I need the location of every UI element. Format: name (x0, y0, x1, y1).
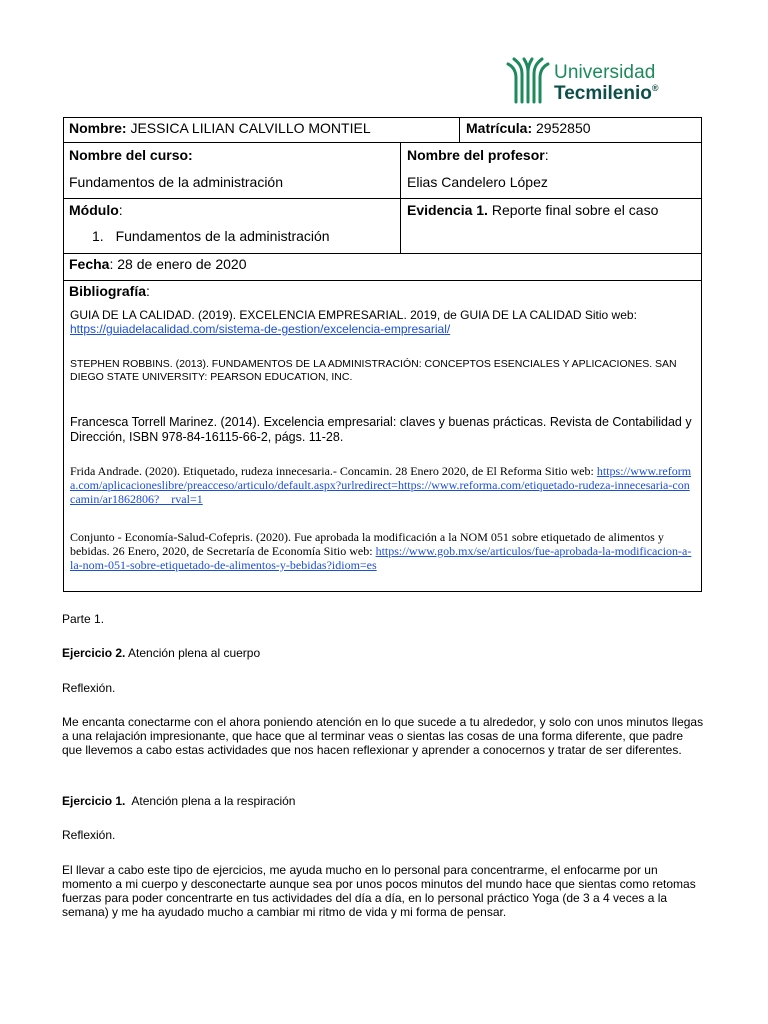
curso-label-cell (69, 147, 193, 163)
curso-label: Nombre del curso: (69, 147, 193, 163)
table-divider (64, 142, 701, 143)
reflexion-label: Reflexión. (62, 828, 116, 842)
ejercicio2-heading (62, 646, 704, 660)
bib-entry-text: STEPHEN ROBBINS. (2013). FUNDAMENTOS DE LA ADMINISTRACIÓN: CONCEPTOS ESENCIALES Y APLICACIONES. SAN DIEGO STATE UNIVERSITY: PEARSON EDUCATION, INC. (70, 358, 677, 383)
profesor-label-cell (407, 147, 549, 163)
ejercicio1-label: Ejercicio 1. (62, 794, 126, 808)
bib-entry (70, 530, 693, 572)
modulo-item-number: 1. (92, 228, 104, 244)
matricula-label: Matrícula: (466, 120, 533, 136)
ejercicio1-heading (62, 794, 704, 808)
reflexion-paragraph: Me encanta conectarme con el ahora poniendo atención en lo que sucede a tu alrededor, y solo con unos minutos llegas a una relajación impresionante, que hace que al terminar veas o sientas las cosas de una forma diferente, que padre que llevemos a cabo estas actividades que nos hacen reflexionar y aprender a conocernos y tratar de ser diferentes. (62, 715, 704, 757)
profesor-value-cell (407, 174, 548, 190)
ejercicio2-title: Atención plena al cuerpo (125, 646, 261, 660)
tecmilenio-leaf-icon (506, 56, 550, 104)
bib-entry (70, 358, 693, 384)
parte-heading: Parte 1. (62, 612, 105, 626)
bib-entry-link[interactable]: https://www.reforma.com/aplicacioneslibre/preacceso/articulo/default.aspx?urlredirect=https://www.reforma.com/etiquetado-rudeza-innecesaria-concamin/ar1862806?__rval=1 (70, 464, 692, 506)
bibliografia-label: Bibliografía (69, 283, 147, 299)
bib-entry-text: GUIA DE LA CALIDAD. (2019). EXCELENCIA EMPRESARIAL. 2019, de GUIA DE LA CALIDAD Sitio web: (70, 308, 637, 322)
bib-entry (70, 308, 693, 336)
bib-entry (70, 464, 693, 506)
bib-entry-link[interactable]: https://www.gob.mx/se/articulos/fue-aprobada-la-modificacion-a-la-nom-051-sobre-etiquetado-de-alimentos-y-bebidas?idiom=es (70, 544, 692, 572)
matricula-value: 2952850 (532, 120, 591, 136)
evidencia-label: Evidencia 1. (407, 202, 488, 218)
table-divider (400, 142, 401, 253)
profesor-label: Nombre del profesor (407, 147, 545, 163)
modulo-item: Fundamentos de la administración (115, 228, 330, 244)
evidencia-cell (407, 202, 658, 218)
bibliografia-heading (69, 283, 150, 299)
table-divider (64, 253, 701, 254)
bib-entry-text: Conjunto - Economía-Salud-Cofepris. (2020). Fue aprobada la modificación a la NOM 051 sobre etiquetado de alimentos y bebidas. 26 Enero, 2020, de Secretaría de Economía Sitio web: (70, 530, 664, 558)
logo-line1: Universidad (554, 62, 656, 83)
profesor-colon: : (544, 147, 549, 163)
table-divider (64, 198, 701, 199)
nombre-label: Nombre: (69, 120, 127, 136)
nombre-value: JESSICA LILIAN CALVILLO MONTIEL (126, 120, 371, 136)
curso-value-cell (69, 174, 283, 190)
evidencia-value: Reporte final sobre el caso (487, 202, 659, 218)
university-logo (506, 56, 666, 106)
bibliografia-colon: : (146, 283, 150, 299)
info-table (63, 117, 702, 592)
ejercicio2-label: Ejercicio 2. (62, 646, 126, 660)
profesor-value: Elias Candelero López (407, 174, 548, 190)
modulo-label: Módulo (69, 202, 119, 218)
fecha-value: : 28 de enero de 2020 (109, 256, 247, 272)
table-divider (459, 118, 460, 142)
matricula-cell (466, 120, 591, 136)
logo-line2: Tecmilenio® (554, 83, 659, 104)
modulo-label-cell (69, 202, 123, 218)
curso-value: Fundamentos de la administración (69, 174, 284, 190)
reflexion-paragraph: El llevar a cabo este tipo de ejercicios, me ayuda mucho en lo personal para concentrarme, el enfocarme por un momento a mi cuerpo y desconectarte aunque sea por unos pocos minutos del mundo hace que sientas como retomas fuerzas para poder concentrarte en tus actividades del día a día, en lo personal práctico Yoga (de 3 a 4 veces a la semana) y me ha ayudado mucho a cambiar mi ritmo de vida y mi forma de pensar. (62, 863, 696, 919)
modulo-colon: : (118, 202, 123, 218)
reflexion-label: Reflexión. (62, 681, 116, 695)
fecha-label: Fecha (69, 256, 110, 272)
fecha-cell (69, 256, 246, 272)
bib-entry-text: Francesca Torrell Marinez. (2014). Excelencia empresarial: claves y buenas prácticas. Revista de Contabilidad y Dirección, ISBN 978-84-16115-66-2, págs. 11-28. (70, 415, 692, 444)
nombre-cell (69, 120, 371, 136)
bib-entry (70, 415, 693, 445)
bib-entry-text: Frida Andrade. (2020). Etiquetado, rudeza innecesaria.- Concamin. 28 Enero 2020, de El Reforma Sitio web: (70, 464, 597, 478)
table-divider (64, 280, 701, 281)
ejercicio1-title: Atención plena a la respiración (125, 794, 296, 808)
bib-entry-link[interactable]: https://guiadelacalidad.com/sistema-de-gestion/excelencia-empresarial/ (70, 322, 451, 336)
modulo-item-cell (92, 228, 330, 244)
